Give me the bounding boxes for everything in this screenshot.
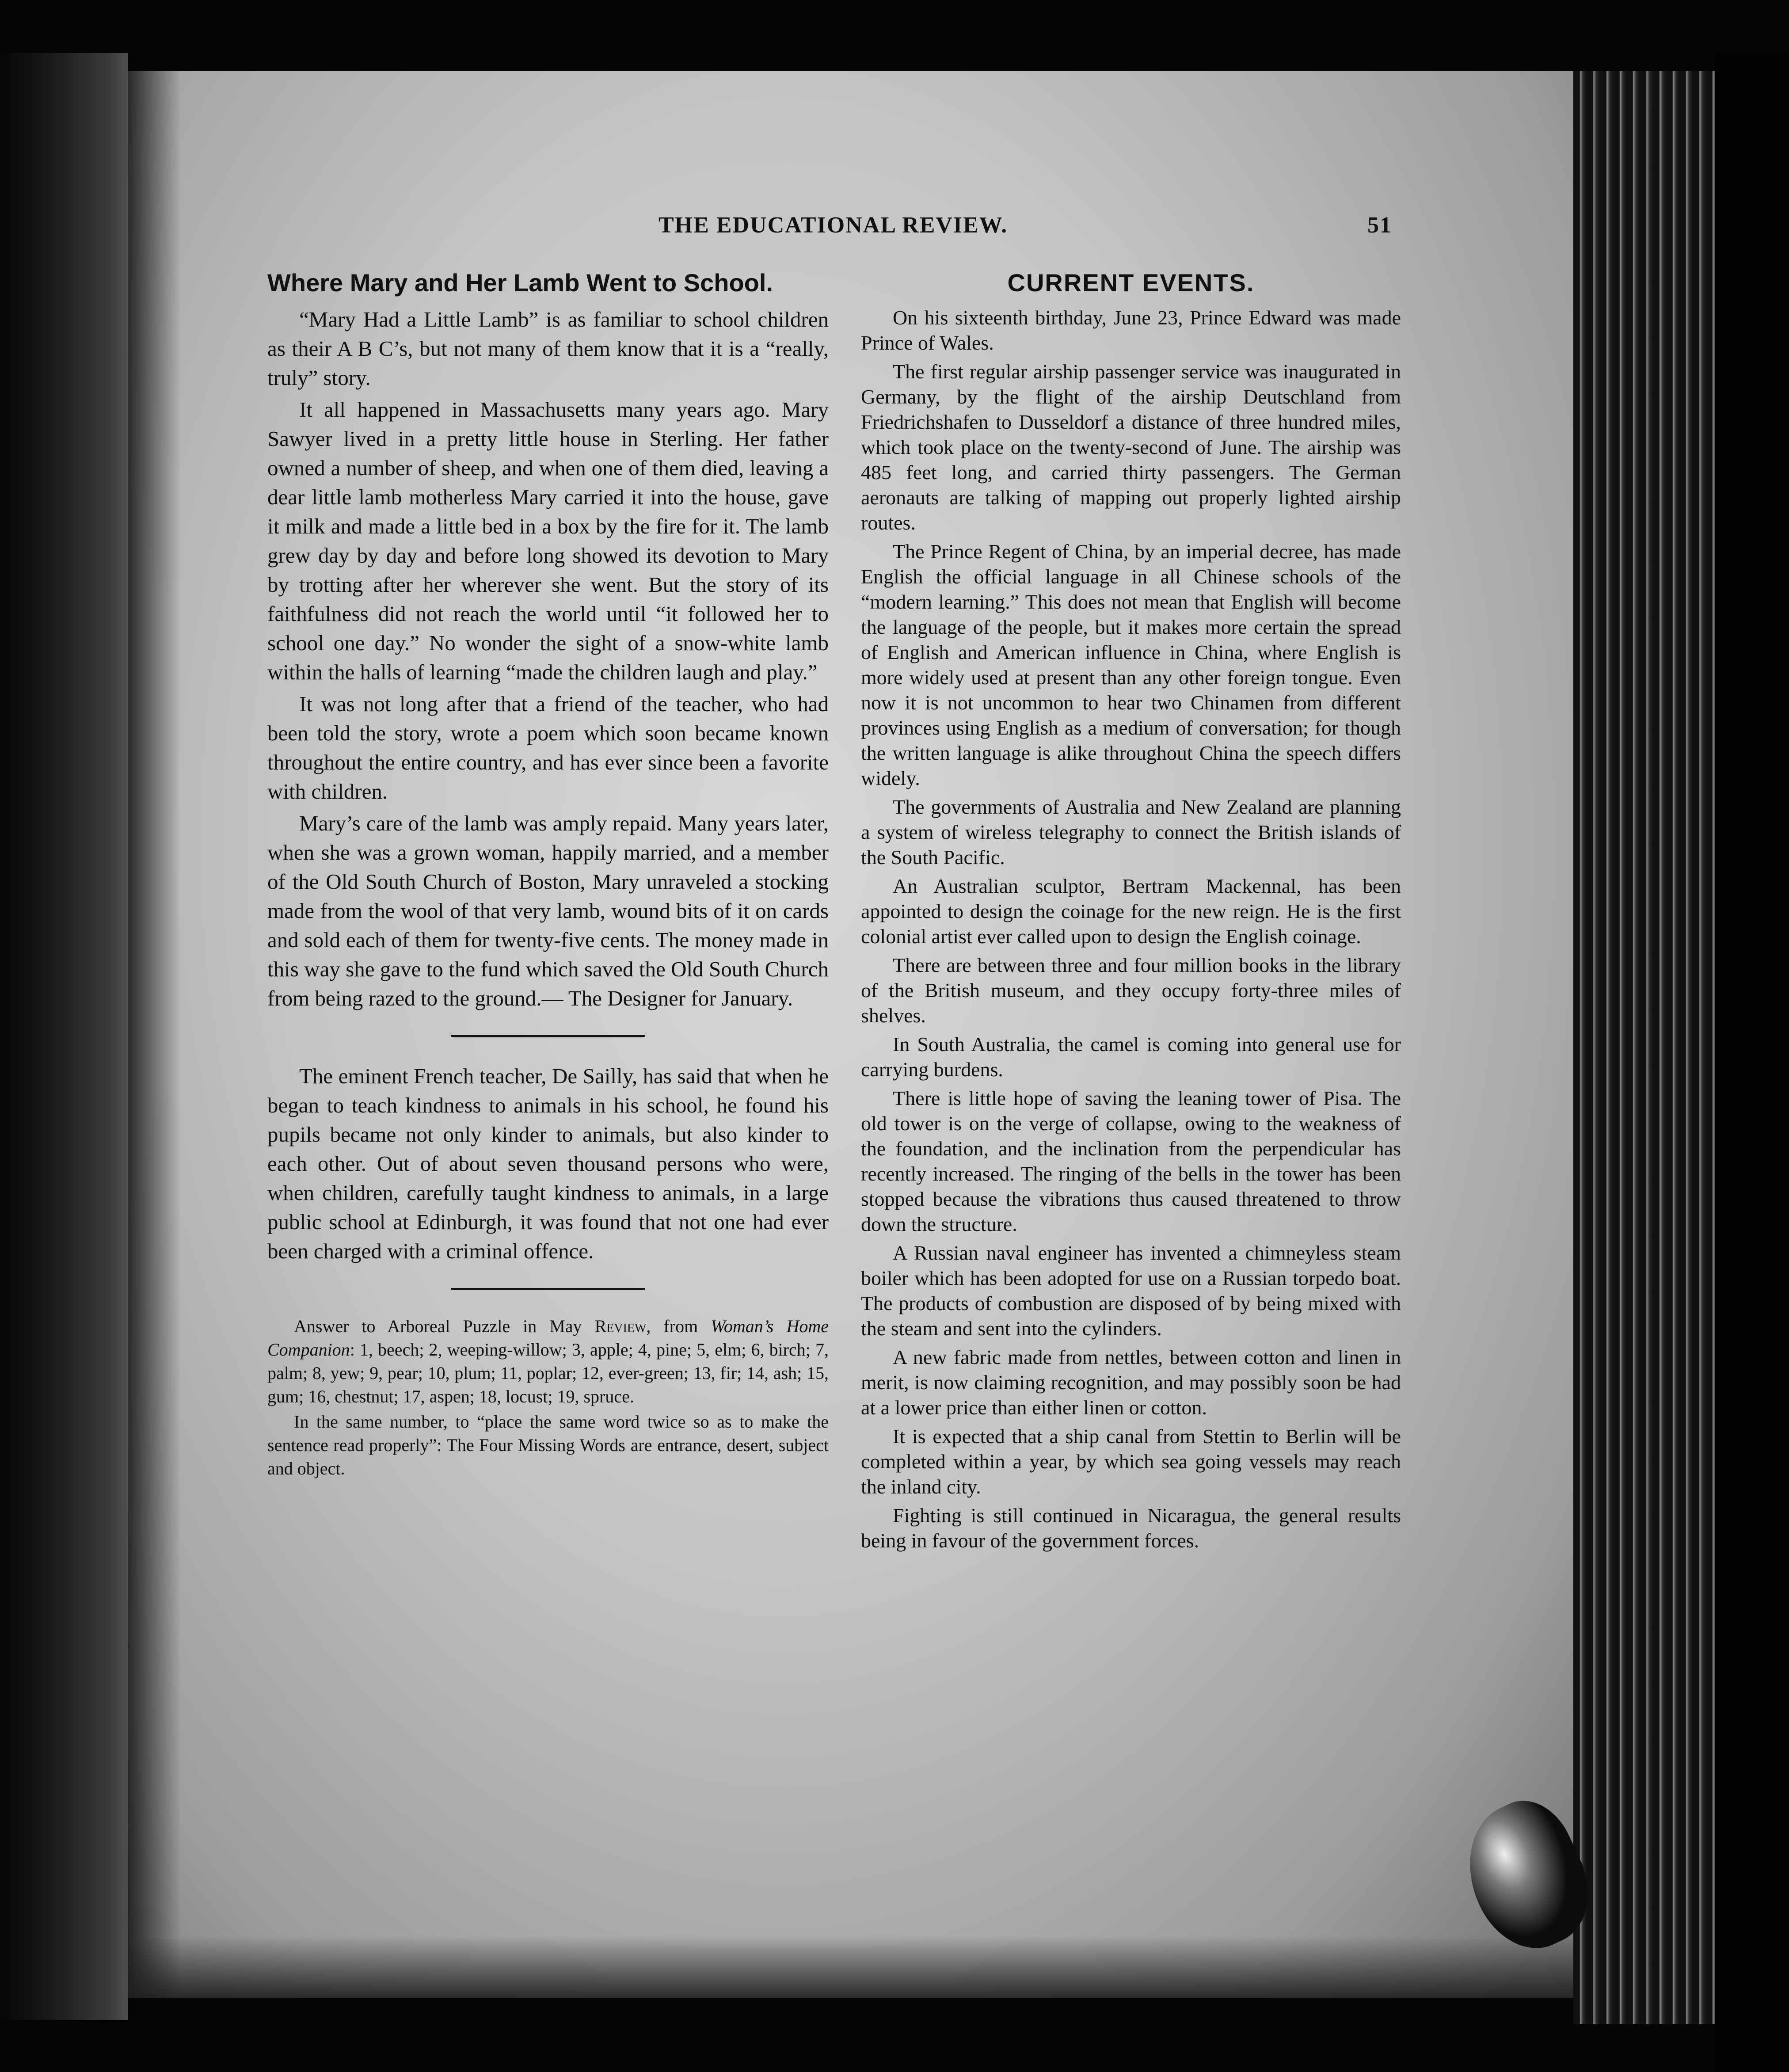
- puzzle-answer-list: [267, 1314, 829, 1408]
- answer-from: , from: [646, 1316, 711, 1336]
- answer-magazine: Woman’s Home Companion: [267, 1316, 829, 1360]
- paragraph: It all happened in Massachusetts many years ago. Mary Sawyer lived in a pretty little house in Sterling. Her father owned a number of sheep, and when one of them died, leaving a dear little lamb motherless Mary carried it into the house, gave it milk and made a little bed in a box by the fire for it. The lamb grew day by day and before long showed its devotion to Mary by trotting after her wherever she went. But the story of its faithfulness did not reach the world until “it followed her to school one day.” No wonder the sight of a snow-white lamb within the halls of learning “made the children laugh and play.”: [267, 397, 829, 684]
- news-item: A Russian naval engineer has invented a chimneyless steam boiler which has been adopted for use on a Russian torpedo boat. The products of combustion are disposed of by being mixed with the steam and sent into the cylinders.: [861, 1242, 1401, 1340]
- section-divider: [451, 1035, 645, 1037]
- page-bottom-shadow: [128, 1936, 1582, 1998]
- news-item: There is little hope of saving the leaning tower of Pisa. The old tower is on the verge of collapse, owing to the weakness of the foundation, and the inclination from the perpendicular has recently increased. The ringing of the bells in the tower has been stopped because the vibrations thus caused threatened to throw down the structure.: [861, 1087, 1401, 1235]
- news-item: The governments of Australia and New Zealand are planning a system of wireless telegraphy to connect the British islands of the South Pacific.: [861, 796, 1401, 868]
- news-item: On his sixteenth birthday, June 23, Prince Edward was made Prince of Wales.: [861, 306, 1401, 354]
- answer-lead: Answer to Arboreal Puzzle in May: [294, 1316, 595, 1336]
- news-item: In South Australia, the camel is coming into general use for carrying burdens.: [861, 1033, 1401, 1081]
- section-divider: [451, 1288, 645, 1290]
- page-number: 51: [1367, 213, 1392, 238]
- news-item: An Australian sculptor, Bertram Mackennal, has been appointed to design the coinage for the new reign. He is the first colonial artist ever called upon to design the English coinage.: [861, 875, 1401, 948]
- article-heading-mary: Where Mary and Her Lamb Went to School.: [267, 269, 773, 297]
- book-binding-left: [0, 53, 128, 2020]
- answer-items: : 1, beech; 2, weeping-willow; 3, apple; 4, pine; 5, elm; 6, birch; 7, palm; 8, yew; 9, pear; 10, plum; 11, poplar; 12, ever-green; 13, fir; 14, ash; 15, gum; 16, chestnut; 17, aspen; 18, locust; 19, spruce.: [267, 1340, 829, 1406]
- news-item: It is expected that a ship canal from Stettin to Berlin will be completed within a year, by which sea going vessels may reach the inland city.: [861, 1425, 1401, 1498]
- scanner-edge-right: [1715, 53, 1789, 2072]
- paragraph: It was not long after that a friend of the teacher, who had been told the story, wrote a poem which soon became known throughout the entire country, and has ever since been a favorite with children.: [267, 692, 829, 804]
- news-item: A new fabric made from nettles, between cotton and linen in merit, is now claiming recognition, and may possibly soon be had at a lower price than either linen or cotton.: [861, 1346, 1401, 1419]
- journal-title: THE EDUCATIONAL REVIEW.: [659, 213, 1008, 238]
- page-gutter-shadow: [128, 71, 181, 1998]
- answer-review: Review: [594, 1316, 647, 1336]
- article-heading-current-events: CURRENT EVENTS.: [1007, 269, 1255, 297]
- right-column: [861, 265, 1401, 1557]
- news-item: There are between three and four million books in the library of the British museum, and they occupy forty-three miles of shelves.: [861, 954, 1401, 1027]
- page-content: [261, 199, 1410, 1834]
- page-edges-right: [1573, 71, 1715, 2024]
- running-head: [261, 212, 1392, 248]
- news-item: Fighting is still continued in Nicaragua, the general results being in favour of the government forces.: [861, 1504, 1401, 1552]
- left-column: [267, 265, 829, 1482]
- paragraph: Mary’s care of the lamb was amply repaid. Many years later, when she was a grown woman, happily married, and a member of the Old South Church of Boston, Mary unraveled a stocking made from the wool of that very lamb, wound bits of it on cards and sold each of them for twenty-five cents. The money made in this way she gave to the fund which saved the Old South Church from being razed to the ground.— The Designer for January.: [267, 811, 829, 1010]
- paragraph-de-sailly: The eminent French teacher, De Sailly, has said that when he began to teach kindness to animals in his school, he found his pupils became not only kinder to animals, but also kinder to each other. Out of about seven thousand persons who were, when children, carefully taught kindness to animals, in a large public school at Edinburgh, it was found that not one had ever been charged with a criminal offence.: [267, 1064, 829, 1263]
- puzzle-answer: [267, 1314, 829, 1480]
- paragraph: “Mary Had a Little Lamb” is as familiar to school children as their A B C’s, but not many of them know that it is a “really, truly” story.: [267, 307, 829, 390]
- news-item: The Prince Regent of China, by an imperial decree, has made English the official language in all Chinese schools of the “modern learning.” This does not mean that English will become the language of the people, but it makes more certain the spread of English and American influence in China, where English is more widely used at present than any other foreign tongue. Even now it is not uncommon to hear two Chinamen from different provinces using English as a medium of conversation; for though the written language is alike throughout China the speech differs widely.: [861, 540, 1401, 789]
- news-item: The first regular airship passenger service was inaugurated in Germany, by the flight of the airship Deutschland from Friedrichshafen to Dusseldorf a distance of three hundred miles, which took place on the twenty-second of June. The airship was 485 feet long, and carried thirty passengers. The German aeronauts are talking of mapping out properly lighted airship routes.: [861, 360, 1401, 534]
- puzzle-answer-words: In the same number, to “place the same word twice so as to make the sentence read properly”: The Four Missing Words are entrance, desert, subject and object.: [267, 1412, 829, 1478]
